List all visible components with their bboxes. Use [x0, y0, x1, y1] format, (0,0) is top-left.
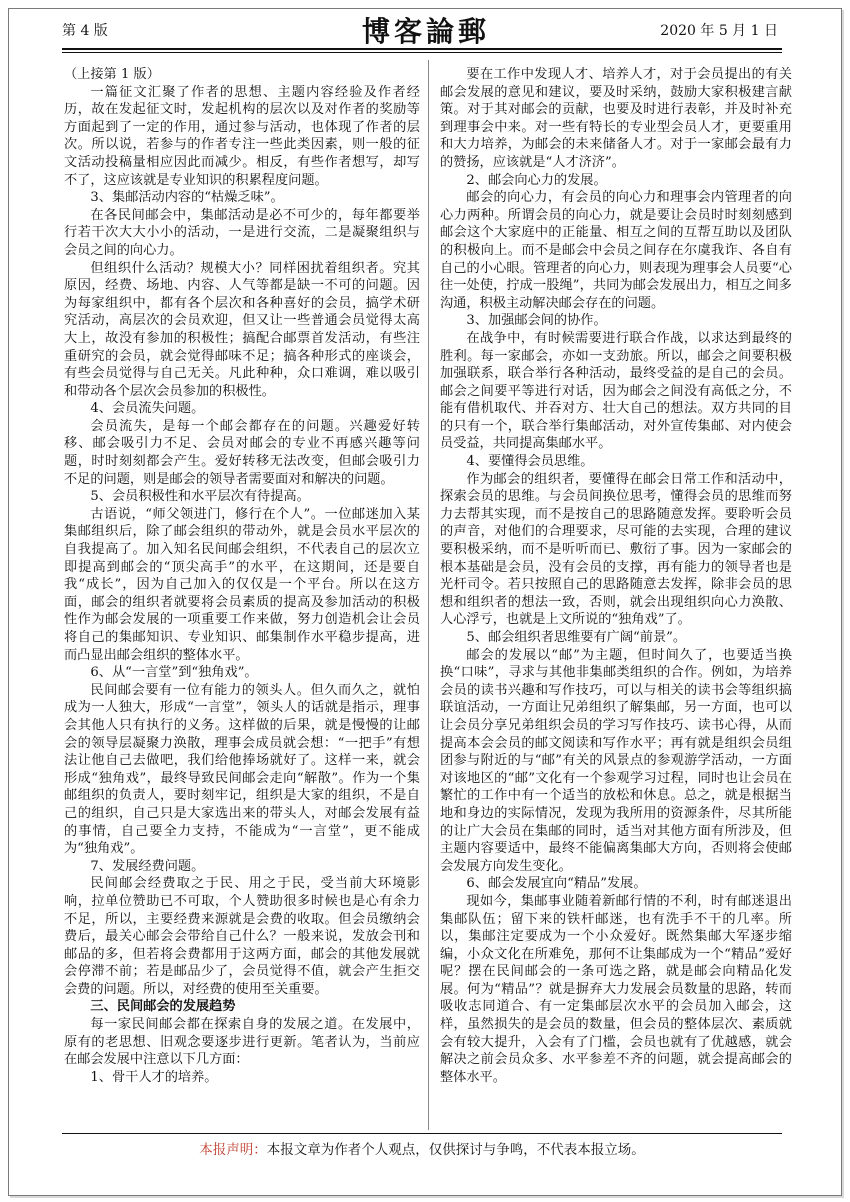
paragraph: 在战争中，有时候需要进行联合作战，以求达到最终的胜利。每一家邮会，亦如一支劲旅。所以，邮会之间要积极加强联系，联合举行各种活动，最终受益的是自己的会员。邮会之间要平等进行对话，因为邮会之间没有高低之分，不能有借机取代、并吞对方、壮大自己的想法。双方共同的目的只有一个，联合举行集邮活动，对外宣传集邮、对内使会员受益，共同提高集邮水平。 — [440, 330, 792, 452]
masthead-title: 博客論郵 — [361, 15, 490, 48]
paragraph: 3、集邮活动内容的“枯燥乏味”。 — [90, 190, 284, 206]
paragraph: 1、骨干人才的培养。 — [90, 1069, 218, 1085]
paragraph: 6、邮会发展宜向“精品”发展。 — [466, 876, 647, 892]
edition-number: 第 4 版 — [62, 23, 108, 39]
column-divider — [428, 60, 429, 1130]
footer-disclaimer — [62, 1138, 782, 1158]
paragraph: 会员流失，是每一个邮会都存在的问题。兴趣爱好转移、邮会吸引力不足、会员对邮会的专业不再感兴趣等问题，时时刻刻都会产生。爱好转移无法改变，但邮会吸引力不足的问题，则是邮会的领导者需要面对和解决的问题。 — [64, 418, 420, 487]
paragraph: 作为邮会的组织者，要懂得在邮会日常工作和活动中，探索会员的思维。与会员间换位思考，懂得会员的思维而努力去帮其实现，而不是按自己的思路随意发挥。要聆听会员的声音，对他们的合理要求，尽可能的去实现，合理的建议要积极采纳，而不是听听而已、敷衍了事。因为一家邮会的根本基础是会员，没有会员的支撑，再有能力的领导者也是光杆司令。若只按照自己的思路随意去发挥，除非会员的思想和组织者的想法一致，否则，就会出现组织向心力涣散、人心浮亏，也就是上文所说的“独角戏”了。 — [440, 471, 792, 628]
paragraph: 邮会的发展以“邮”为主题，但时间久了，也要适当换换“口味”，寻求与其他非集邮类组织的合作。例如，为培养会员的读书兴趣和写作技巧，可以与相关的读书会等组织搞联谊活动，一方面让兄弟组织了解集邮，另一方面，也可以让会员分享兄弟组织会员的学习写作技巧、读书心得，从而提高本会会员的邮文阅读和写作水平；再有就是组织会员组团参与附近的与“邮”有关的风景点的参观游学活动，一方面对该地区的“邮”文化有一个参观学习过程，同时也让会员在繁忙的工作中有一个适当的放松和休息。总之，就是根据当地和身边的实际情况，发现为我所用的资源条件，尽其所能的让广大会员在集邮的同时，适当对其他方面有所涉及，但主题内容要适中，最终不能偏离集邮大方向，否则将会使邮会发展方向发生变化。 — [440, 647, 792, 874]
paragraph: 2、邮会向心力的发展。 — [466, 172, 607, 188]
header-rule-thin — [62, 52, 782, 53]
paragraph: 5、邮会组织者思维要有广阔“前景”。 — [466, 630, 687, 645]
paragraph: 3、加强邮会间的协作。 — [466, 313, 607, 329]
newspaper-header — [56, 12, 786, 48]
paragraph: 邮会的向心力，有会员的向心力和理事会内管理者的向心力两种。所谓会员的向心力，就是要让会员时时刻刻感到邮会这个大家庭中的正能量、相互之间的互帮互助以及团队的积极向上。而不是邮会中会员之间存在尔虞我诈、各自有自己的小心眼。管理者的向心力，则表现为理事会人员要“心往一处使，拧成一股绳”，共同为邮会发展出力，相互之间多沟通，积极主动解决邮会存在的问题。 — [440, 190, 792, 311]
disclaimer-text: 本报文章为作者个人观点，仅供探讨与争鸣，不代表本报立场。 — [266, 1142, 645, 1158]
paragraph: 7、发展经费问题。 — [90, 858, 205, 874]
continued-note: （上接第 1 版） — [64, 67, 160, 82]
paragraph: 民间邮会经费取之于民、用之于民，受当前大环境影响，拉单位赞助已不可取，个人赞助很多时候也是心有余力不足，所以，主要经费来源就是会费的收取。但会员缴纳会费后，最关心邮会会带给自己什么？一般来说，发放会刊和邮品的多，但若将会费都用于这两方面，邮会的其他发展就会停滞不前；若是邮品少了，会员觉得不值，就会产生拒交会费的问题。所以，对经费的使用至关重要。 — [64, 876, 420, 997]
paragraph: 4、要懂得会员思维。 — [466, 454, 594, 470]
left-column — [64, 66, 420, 1086]
footer-rule — [62, 1133, 782, 1134]
issue-date: 2020 年 5 月 1 日 — [660, 23, 778, 39]
paragraph: 现如今，集邮事业随着新邮行情的不利，时有邮迷退出集邮队伍；留下来的铁杆邮迷，也有洗手不干的几率。所以，集邮注定要成为一个小众爱好。既然集邮大军逐步缩编，小众文化在所难免，那何不让集邮成为一个“精品”爱好呢？摆在民间邮会的一条可选之路，就是邮会向精品化发展。何为“精品”？就是摒弃大力发展会员数量的思路，转而吸收志同道合、有一定集邮层次水平的会员加入邮会，这样，虽然损失的是会员的数量，但会员的整体层次、素质就会有较大提升，入会有了门槛，会员也就有了优越感，就会解决之前会员众多、水平参差不齐的问题，就会提高邮会的整体水平。 — [440, 893, 792, 1085]
paragraph: 4、会员流失问题。 — [90, 401, 205, 417]
paragraph: 但组织什么活动？规模大小？同样困扰着组织者。究其原因，经费、场地、内容、人气等都是缺一不可的问题。因为每家组织中，都有各个层次和各种喜好的会员，搞学术研究活动，高层次的会员欢迎，但又让一些普通会员觉得太高大上，故没有参加的积极性；搞配合邮票首发活动，有些注重研究的会员，就会觉得邮味不足；搞各种形式的座谈会，有些会员觉得与自己无关。凡此种种，众口难调，难以吸引和带动各个层次会员参加的积极性。 — [64, 260, 420, 399]
paragraph: 6、从“一言堂”到“独角戏”。 — [90, 665, 258, 681]
paragraph: 要在工作中发现人才、培养人才，对于会员提出的有关邮会发展的意见和建议，要及时采纳，鼓励大家积极建言献策。对于其对邮会的贡献，也要及时进行表彰，并及时补充到理事会中来。对一些有特长的专业型会员人才，更要重用和大力培养，为邮会的未来储备人才。对于一家邮会最有力的赞扬，应该就是“人才济济”。 — [440, 67, 792, 170]
disclaimer-label: 本报声明： — [199, 1142, 267, 1158]
header-rule-thick — [62, 48, 782, 50]
paragraph: 5、会员积极性和水平层次有待提高。 — [90, 489, 310, 505]
section-heading: 三、民间邮会的发展趋势 — [90, 999, 236, 1015]
paragraph: 在各民间邮会中，集邮活动是必不可少的，每年都要举行若干次大大小小的活动，一是进行交流，二是凝聚组织与会员之间的向心力。 — [64, 207, 420, 258]
paragraph: 一篇征文汇聚了作者的思想、主题内容经验及作者经历，故在发起征文时，发起机构的层次以及对作者的奖励等方面起到了一定的作用，通过参与活动，也体现了作者的层次。所以说，若参与的作者专注一些此类因素，则一般的征文活动投稿量相应因此而减少。相反，有些作者想写，却写不了，这应该就是专业知识的积累程度问题。 — [64, 84, 420, 188]
paragraph: 古语说，“师父领进门，修行在个人”。一位邮迷加入某集邮组织后，除了邮会组织的带动外，就是会员水平层次的自我提高了。加入知名民间邮会组织，不代表自己的层次立即提高到邮会的“顶尖高手”的水平，在这期间，还是要自我“成长”，因为自己加入的仅仅是一个平台。所以在这方面，邮会的组织者就要将会员素质的提高及参加活动的积极性作为邮会发展的一项重要工作来做，努力创造机会让会员将自己的集邮知识、专业知识、邮集制作水平稳步提高，进而凸显出邮会组织的整体水平。 — [64, 506, 420, 663]
paragraph: 每一家民间邮会都在探索自身的发展之道。在发展中，原有的老思想、旧观念要逐步进行更新。笔者认为，当前应在邮会发展中注意以下几方面： — [64, 1017, 420, 1068]
paragraph: 民间邮会要有一位有能力的领头人。但久而久之，就怕成为一人独大，形成“一言堂”，领头人的话就是指示，理事会其他人只有执行的义务。这样做的后果，就是慢慢的让邮会的领导层凝聚力涣散，理事会成员就会想：“一把手”有想法让他自己去做吧，我们给他捧场就好了。这样一来，就会形成“独角戏”，最终导致民间邮会走向“解散”。作为一个集邮组织的负责人，要时刻牢记，组织是大家的组织，不是自己的组织，自己只是大家选出来的带头人，对邮会发展有益的事情，自己要全力支持，不能成为“一言堂”，更不能成为“独角戏”。 — [64, 682, 420, 857]
right-column — [440, 66, 792, 1086]
